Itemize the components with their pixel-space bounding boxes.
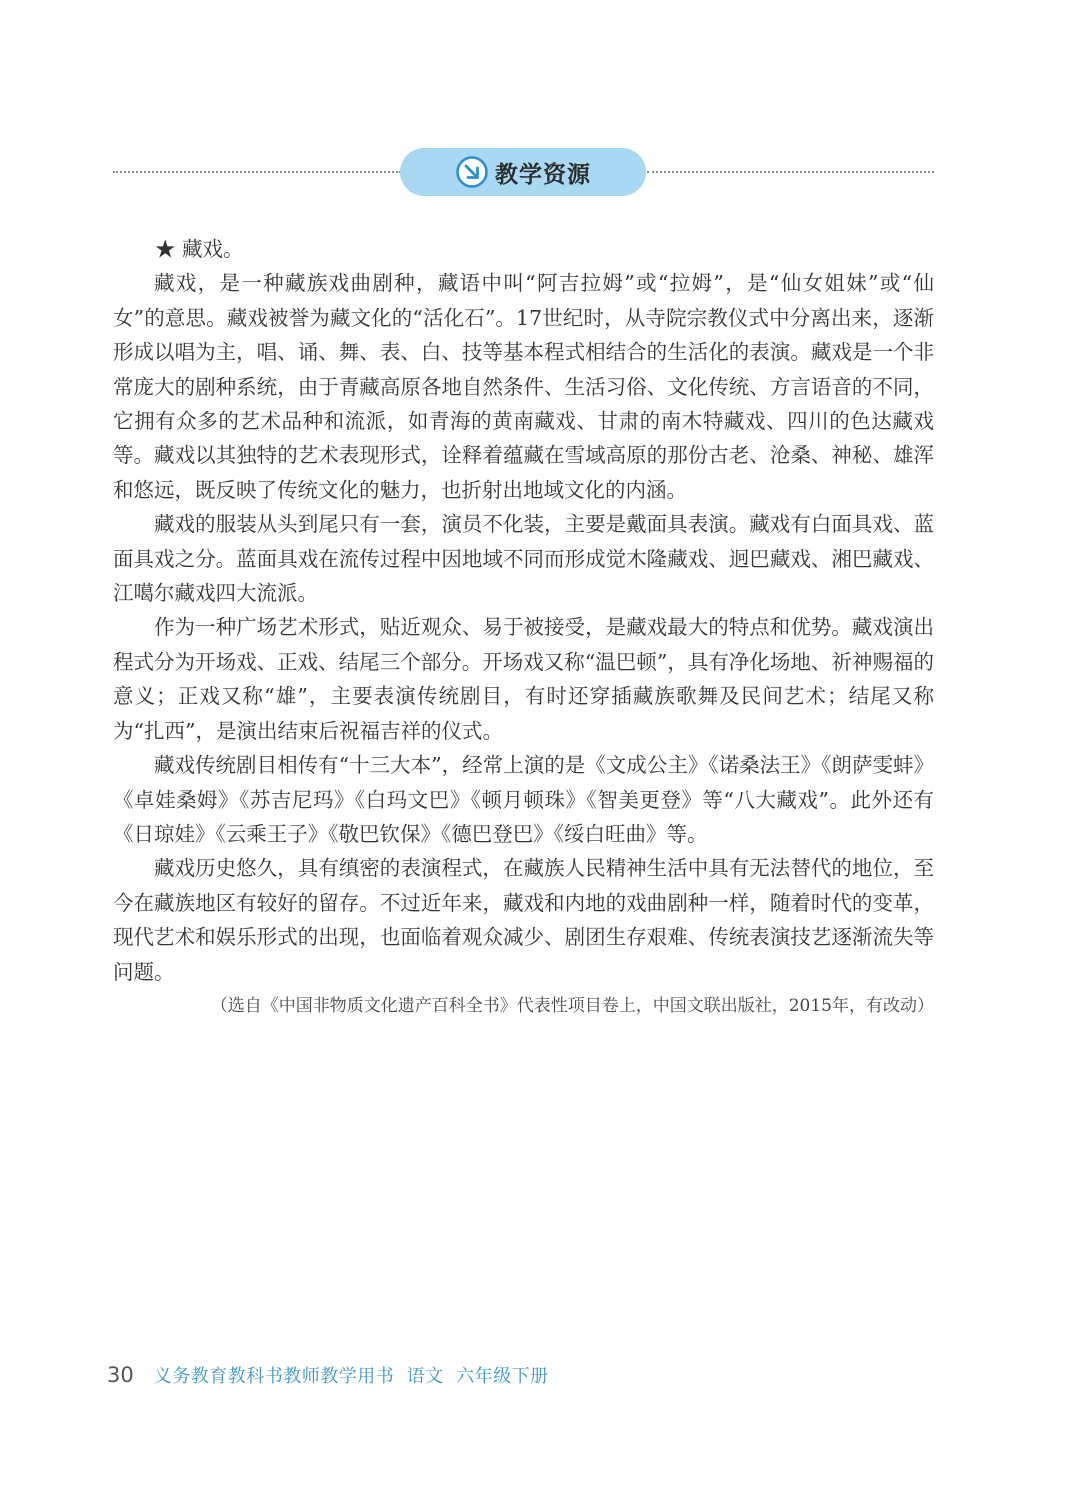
arrow-down-right-circle-icon: [455, 155, 489, 189]
section-title-pill: [400, 148, 646, 196]
paragraph-costume: 藏戏的服装从头到尾只有一套，演员不化装，主要是戴面具表演。藏戏有白面具戏、蓝面具戏之分。蓝面具戏在流传过程中因地域不同而形成觉木隆藏戏、迥巴藏戏、湘巴藏戏、江噶尔藏戏四大流派。: [113, 512, 934, 606]
section-header: [113, 146, 934, 200]
paragraph-history: 藏戏历史悠久，具有缜密的表演程式，在藏族人民精神生活中具有无法替代的地位，至今在藏族地区有较好的留存。不过近年来，藏戏和内地的戏曲剧种一样，随着时代的变革，现代艺术和娱乐形式的出现，也面临着观众减少、剧团生存艰难、传统表演技艺逐渐流失等问题。: [113, 856, 934, 984]
paragraph-repertoire: 藏戏传统剧目相传有“十三大本”，经常上演的是《文成公主》《诺桑法王》《朗萨雯蚌》《卓娃桑姆》《苏吉尼玛》《白玛文巴》《顿月顿珠》《智美更登》等“八大藏戏”。此外还有《日琼娃》《云乘王子》《敬巴钦保》《德巴登巴》《绥白旺曲》等。: [113, 753, 934, 846]
paragraph-intro: 藏戏，是一种藏族戏曲剧种，藏语中叫“阿吉拉姆”或“拉姆”，是“仙女姐妹”或“仙女”的意思。藏戏被誉为藏文化的“活化石”。17世纪时，从寺院宗教仪式中分离出来，逐渐形成以唱为主，唱、诵、舞、表、白、技等基本程式相结合的生活化的表演。藏戏是一个非常庞大的剧种系统，由于青藏高原各地自然条件、生活习俗、文化传统、方言语音的不同，它拥有众多的艺术品种和流派，如青海的黄南藏戏、甘肃的南木特藏戏、四川的色达藏戏等。藏戏以其独特的艺术表现形式，诠释着蕴藏在雪域高原的那份古老、沧桑、神秘、雄浑和悠远，既反映了传统文化的魅力，也折射出地域文化的内涵。: [113, 271, 934, 502]
page-footer: [107, 1360, 947, 1390]
article-heading: ★ 藏戏。: [155, 237, 244, 261]
section-title: 教学资源: [495, 161, 591, 188]
article-body: [113, 232, 934, 1019]
page-number: 30: [107, 1363, 134, 1387]
paragraph-performance: 作为一种广场艺术形式，贴近观众、易于被接受，是藏戏最大的特点和优势。藏戏演出程式分为开场戏、正戏、结尾三个部分。开场戏又称“温巴顿”，具有净化场地、祈神赐福的意义；正戏又称“雄”，主要表演传统剧目，有时还穿插藏族歌舞及民间艺术；结尾又称为“扎西”，是演出结束后祝福吉祥的仪式。: [113, 615, 934, 743]
divider-left: [113, 171, 401, 173]
divider-right: [647, 171, 934, 173]
book-title: 义务教育教科书教师教学用书 语文 六年级下册: [153, 1366, 549, 1387]
source-citation: （选自《中国非物质文化遗产百科全书》代表性项目卷上，中国文联出版社，2015年，有改动）: [210, 995, 934, 1016]
